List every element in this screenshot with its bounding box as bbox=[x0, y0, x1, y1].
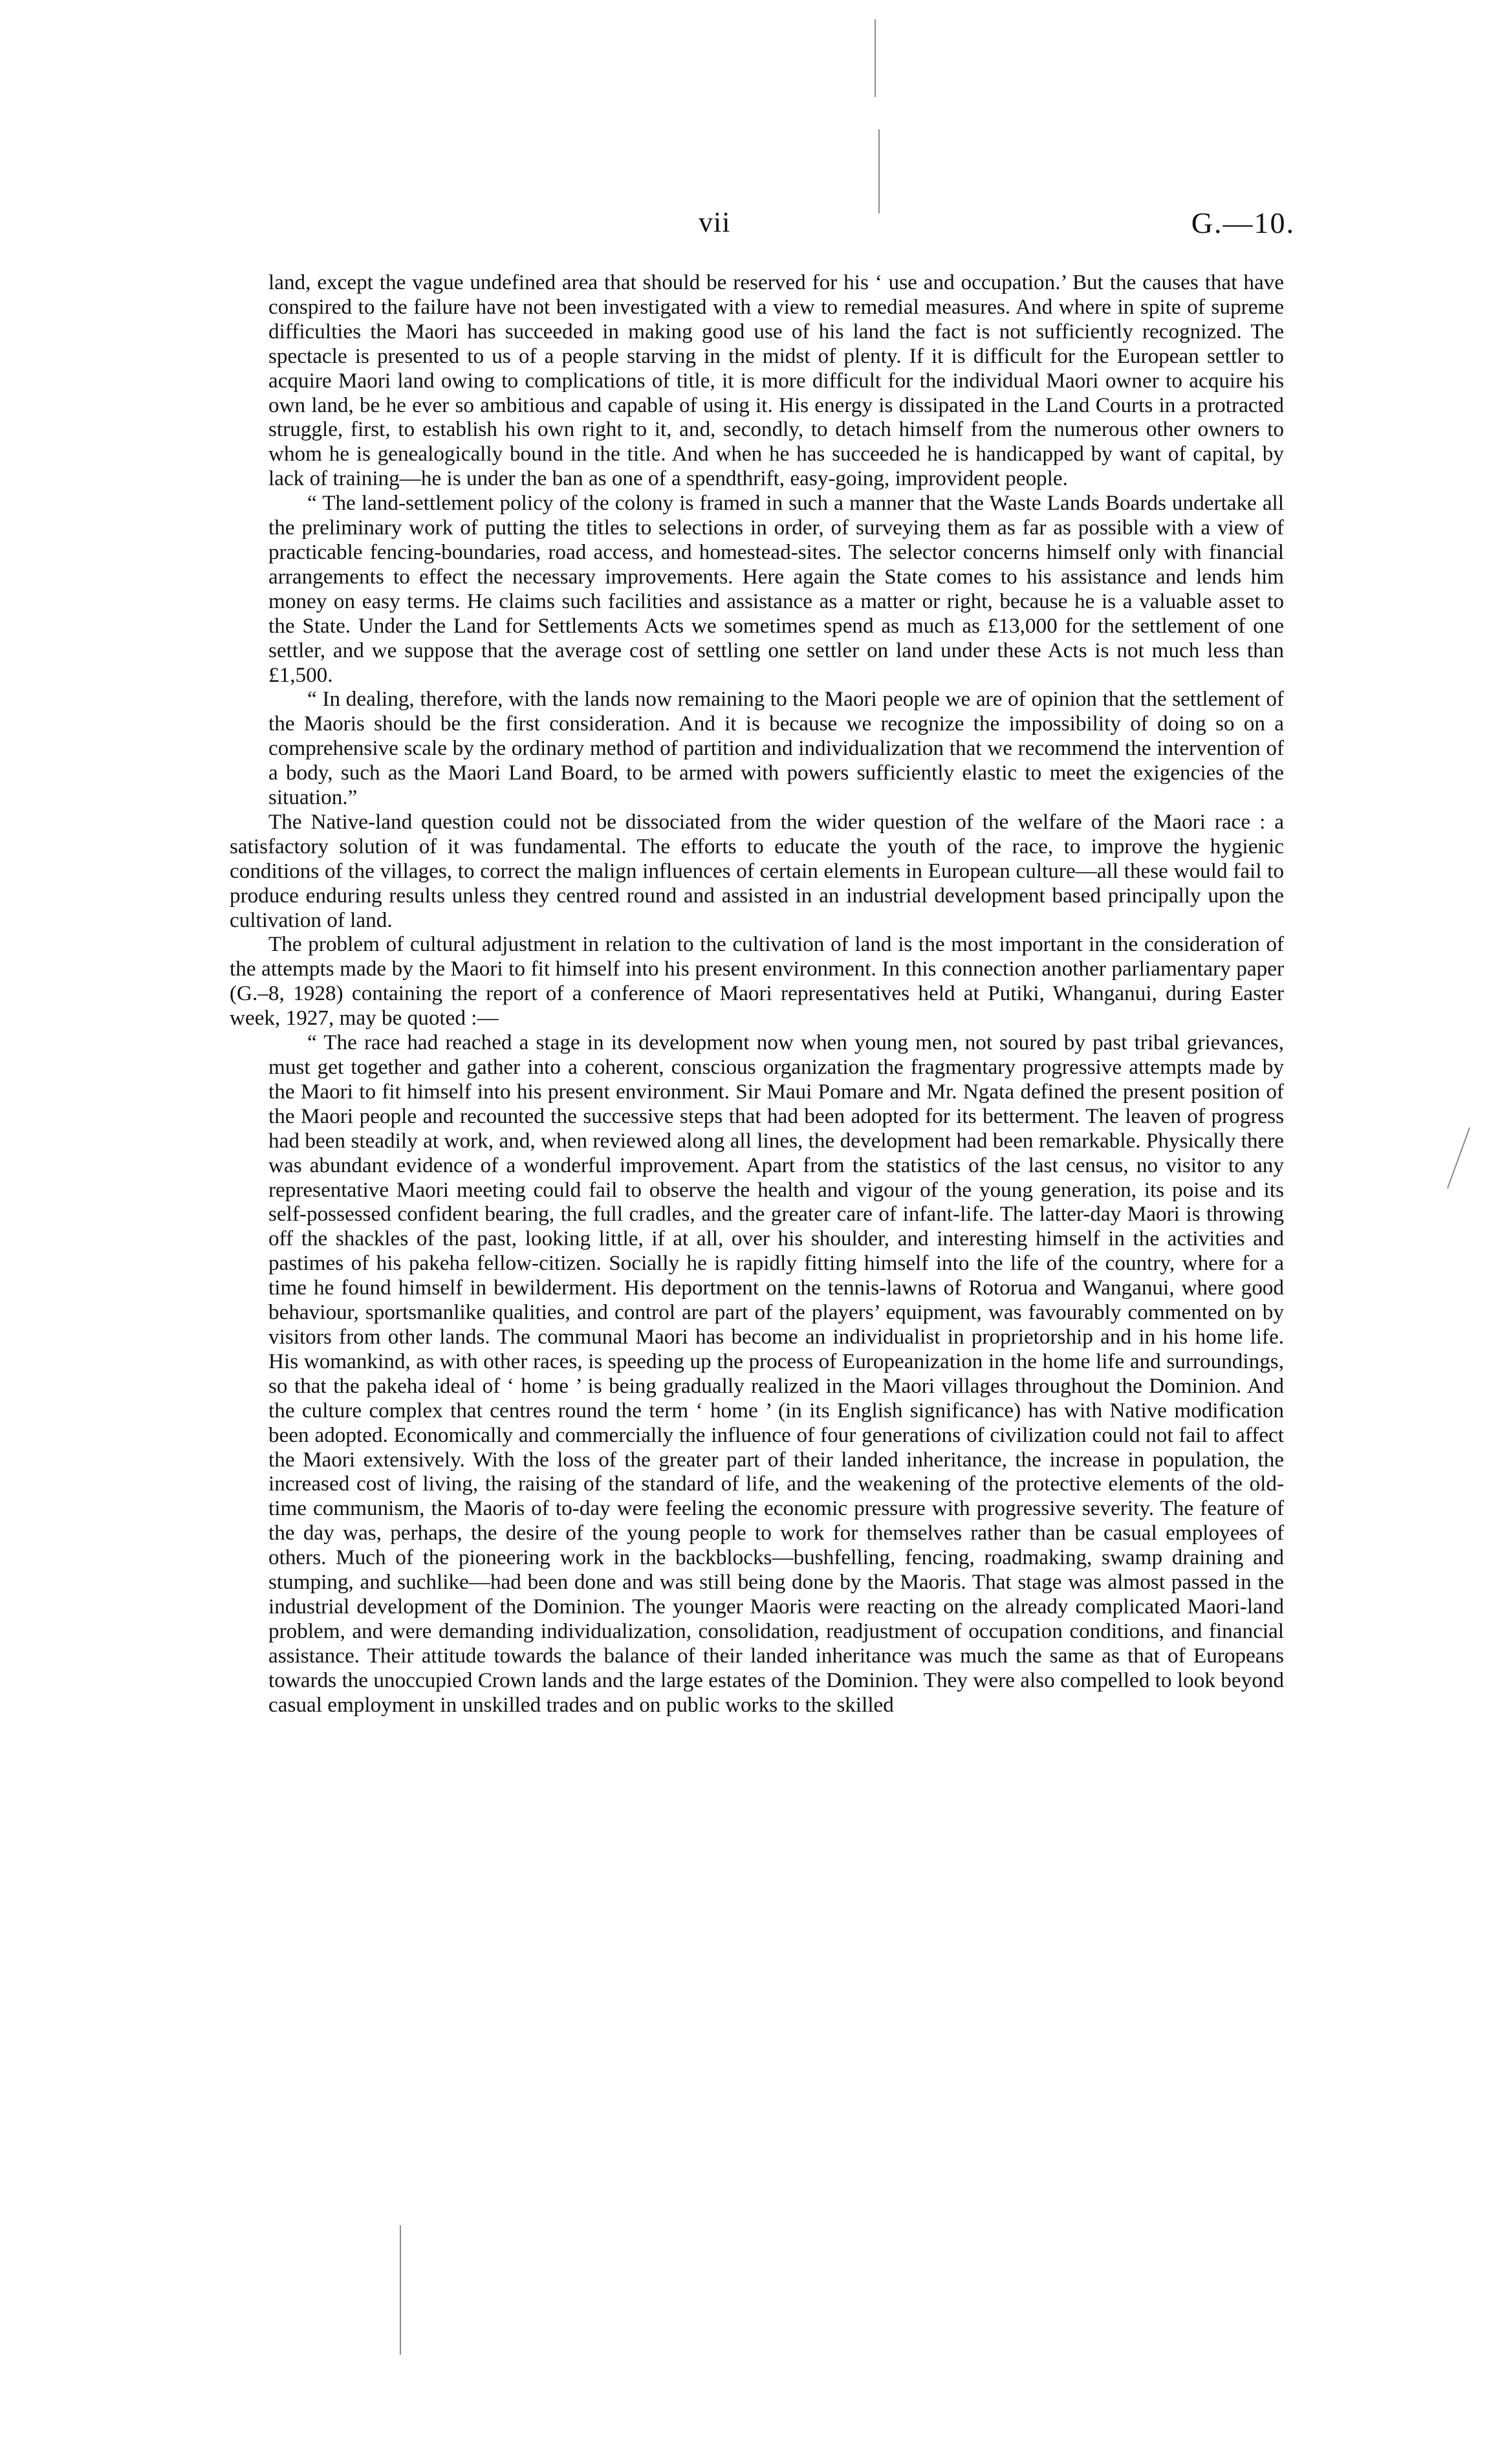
paragraph: The Native-land question could not be dissociated from the wider question of the welfare of the Maori race : a satisfactory solution of it was fundamental. The efforts to educate the youth of the race, to improve the hygienic conditions of the villages, to correct the malign influences of certain elements in European culture—all these would fail to produce enduring results unless they centred round and assisted in an industrial development based principally upon the cultivation of land. bbox=[230, 809, 1284, 932]
paragraph: “ The race had reached a stage in its development now when young men, not soured by past tribal grievances, must get together and gather into a coherent, conscious organization the fragmentary progressive attempts made by the Maori to fit himself into his present environment. Sir Maui Pomare and Mr. Ngata defined the present position of the Maori people and recounted the successive steps that had been adopted for its betterment. The leaven of progress had been steadily at work, and, when reviewed along all lines, the development had been remarkable. Physically there was abundant evidence of a wonderful improvement. Apart from the statistics of the last census, no visitor to any representative Maori meeting could fail to observe the health and vigour of the young generation, its poise and its self-possessed confident bearing, the full cradles, and the greater care of infant-life. The latter-day Maori is throwing off the shackles of the past, looking little, if at all, over his shoulder, and interesting himself in the activities and pastimes of his pakeha fellow-citizen. Socially he is rapidly fitting himself into the life of the country, where for a time he found himself in bewilderment. His deportment on the tennis-lawns of Rotorua and Wanganui, where good behaviour, sportsmanlike qualities, and control are part of the players’ equipment, was favourably commented on by visitors from other lands. The communal Maori has become an individualist in proprietorship and in his home life. His womankind, as with other races, is speeding up the process of Europeanization in the home life and surroundings, so that the pakeha ideal of ‘ home ’ is being gradually realized in the Maori villages throughout the Dominion. And the culture complex that centres round the term ‘ home ’ (in its English significance) has with Native modification been adopted. Economically and commercially the influence of four generations of civilization could not fail to affect the Maori extensively. With the loss of the greater part of their landed inheritance, the increase in population, the increased cost of living, the raising of the standard of life, and the weakening of the protective elements of the old-time communism, the Maoris of to-day were feeling the economic pressure with progressive severity. The feature of the day was, perhaps, the desire of the young people to work for themselves rather than be casual employees of others. Much of the pioneering work in the backblocks—bushfelling, fencing, roadmaking, swamp draining and stumping, and suchlike—had been done and was still being done by the Maoris. That stage was almost passed in the industrial development of the Dominion. The younger Maoris were reacting on the already complicated Maori-land problem, and were demanding individualization, consolidation, readjustment of occupation conditions, and financial assistance. Their attitude towards the balance of their landed inheritance was much the same as that of Europeans towards the unoccupied Crown lands and the large estates of the Dominion. They were also compelled to look beyond casual employment in unskilled trades and on public works to the skilled bbox=[268, 1030, 1284, 1717]
margin-scan-mark bbox=[878, 129, 880, 213]
page-number: vii bbox=[699, 206, 731, 238]
margin-scan-mark bbox=[1447, 1128, 1470, 1189]
page-header bbox=[0, 206, 1511, 245]
paragraph: The problem of cultural adjustment in relation to the cultivation of land is the most important in the consideration of the attempts made by the Maori to fit himself into his present environment. In this connection another parliamentary paper (G.–8, 1928) containing the report of a conference of Maori representatives held at Putiki, Whanganui, during Easter week, 1927, may be quoted :— bbox=[230, 932, 1284, 1030]
body-text bbox=[230, 270, 1284, 1717]
paragraph: land, except the vague undefined area that should be reserved for his ‘ use and occupation.’ But the causes that have conspired to the failure have not been investigated with a view to remedial measures. And where in spite of supreme difficulties the Maori has succeeded in making good use of his land the fact is not sufficiently recognized. The spectacle is presented to us of a people starving in the midst of plenty. If it is difficult for the European settler to acquire Maori land owing to complications of title, it is more difficult for the individual Maori owner to acquire his own land, be he ever so ambitious and capable of using it. His energy is dissipated in the Land Courts in a protracted struggle, first, to establish his own right to it, and, secondly, to detach himself from the numerous other owners to whom he is genealogically bound in the title. And when he has succeeded he is handicapped by want of capital, by lack of training—he is under the ban as one of a spendthrift, easy-going, improvident people. bbox=[268, 270, 1284, 491]
margin-scan-mark bbox=[400, 2225, 401, 2355]
paragraph: “ In dealing, therefore, with the lands now remaining to the Maori people we are of opinion that the settlement of the Maoris should be the first consideration. And it is because we recognize the impossibility of doing so on a comprehensive scale by the ordinary method of partition and individualization that we recommend the intervention of a body, such as the Maori Land Board, to be armed with powers sufficiently elastic to meet the exigencies of the situation.” bbox=[268, 687, 1284, 810]
paragraph: “ The land-settlement policy of the colony is framed in such a manner that the Waste Lands Boards undertake all the preliminary work of putting the titles to selections in order, of surveying them as far as possible with a view of practicable fencing-boundaries, road access, and homestead-sites. The selector concerns himself only with financial arrangements to effect the necessary improvements. Here again the State comes to his assistance and lends him money on easy terms. He claims such facilities and assistance as a matter or right, because he is a valuable asset to the State. Under the Land for Settlements Acts we sometimes spend as much as £13,000 for the settlement of one settler, and we suppose that the average cost of settling one settler on land under these Acts is not much less than £1,500. bbox=[268, 491, 1284, 687]
margin-scan-mark bbox=[875, 19, 876, 97]
document-reference: G.—10. bbox=[1191, 206, 1295, 239]
